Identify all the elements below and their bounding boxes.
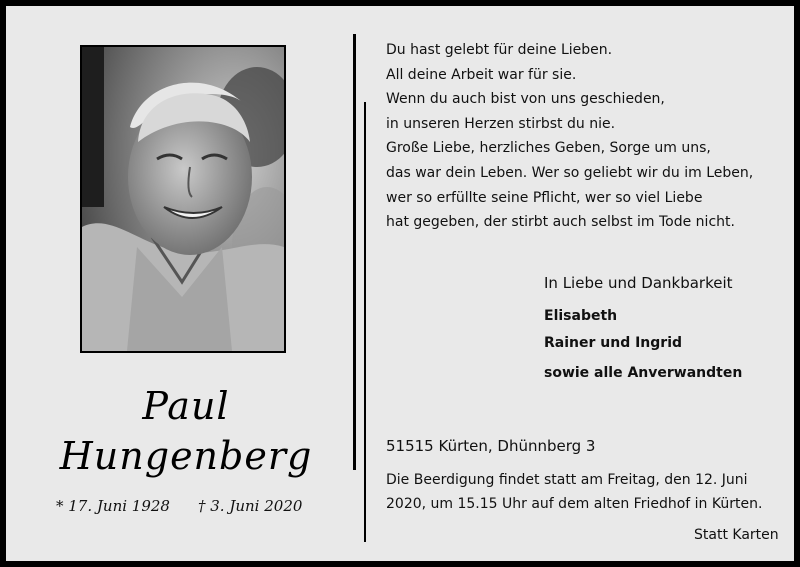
portrait-image — [82, 47, 284, 351]
mourner-name: sowie alle Anverwandten — [544, 365, 743, 381]
funeral-notice: Die Beerdigung findet statt am Freitag, den 12. Juni 2020, um 15.15 Uhr auf dem alten Friedhof in Kürten. — [386, 472, 763, 512]
poem-line: in unseren Herzen stirbst du nie. — [386, 115, 616, 132]
poem-line: wer so erfüllte seine Pflicht, wer so viel Liebe — [386, 189, 703, 206]
divider-line-secondary — [364, 102, 366, 542]
death-date: † 3. Juni 2020 — [198, 497, 303, 515]
poem-line: All deine Arbeit war für sie. — [386, 66, 577, 83]
portrait-photo — [80, 45, 286, 353]
mourners-intro: In Liebe und Dankbarkeit — [544, 274, 733, 292]
footer-note: Statt Karten — [694, 527, 779, 543]
birth-date: * 17. Juni 1928 — [56, 497, 170, 515]
mourner-name: Elisabeth — [544, 308, 618, 324]
deceased-last-name: Hungenberg — [59, 434, 313, 478]
poem-line: das war dein Leben. Wer so geliebt wir du im Leben, — [386, 164, 754, 181]
address: 51515 Kürten, Dhünnberg 3 — [386, 437, 596, 455]
mourner-name: Rainer und Ingrid — [544, 335, 683, 351]
poem-line: Du hast gelebt für deine Lieben. — [386, 42, 613, 58]
deceased-first-name: Paul — [142, 384, 230, 428]
poem-line: Große Liebe, herzliches Geben, Sorge um uns, — [386, 140, 711, 157]
poem — [386, 38, 753, 235]
divider-line — [353, 34, 356, 470]
poem-line: hat gegeben, der stirbt auch selbst im Tode nicht. — [386, 214, 735, 231]
poem-line: Wenn du auch bist von uns geschieden, — [386, 91, 665, 108]
